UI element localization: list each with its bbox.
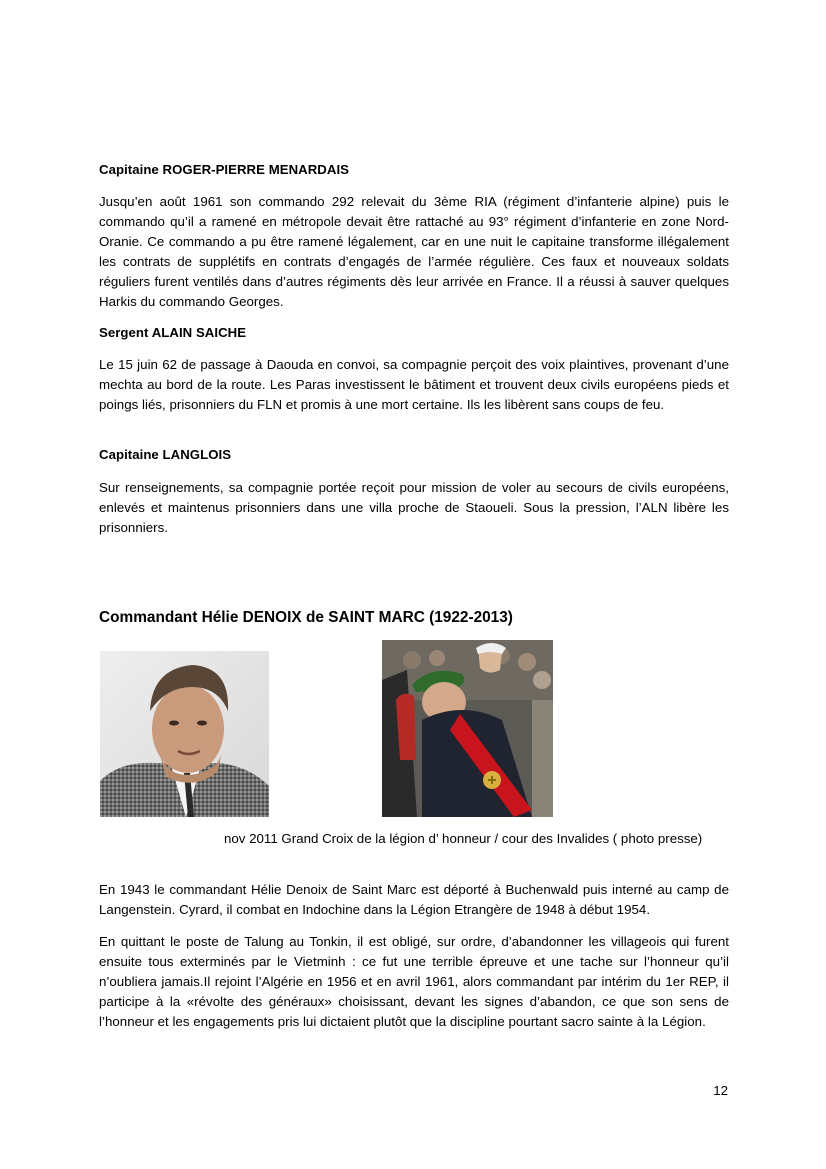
ceremony-photo [382,640,553,817]
feature-paragraph-2: En quittant le poste de Talung au Tonkin, il est obligé, sur ordre, d’abandonner les villageois qui furent ensuite tous exterminés par le Vietminh : ce fut une terrible épreuve et une tache sur l’honneur qu’il n’oubliera jamais.Il rejoint l’Algérie en 1956 et en avril 1961, alors commandant par intérim du 1er REP, il participe à la «révolte des généraux» choisissant, devant les signes d’abandon, ce que son sens de l’honneur et les engagements pris lui dictaient plutôt que la discipline pourtant sacro sainte à la Légion. [99,934,729,1029]
feature-title: Commandant Hélie DENOIX de SAINT MARC (1922-2013) [99,609,513,626]
feature-paragraph-1: En 1943 le commandant Hélie Denoix de Saint Marc est déporté à Buchenwald puis interné au camp de Langenstein. Cyrard, il combat en Indochine dans la Légion Etrangère de 1948 à début 1954. [99,882,729,917]
page-number: 12 [713,1083,728,1098]
section-heading-langlois: Capitaine LANGLOIS [99,447,232,462]
photo-caption: nov 2011 Grand Croix de la légion d’ honneur / cour des Invalides ( photo presse) [224,831,703,846]
portrait-photo [100,651,269,817]
section-paragraph-menardais: Jusqu’en août 1961 son commando 292 relevait du 3ème RIA (régiment d’infanterie alpine) puis le commando qu’il a ramené en métropole devait être rattaché au 93° régiment d’infanterie en zone Nord-Oranie. Ce commando a pu être ramené légalement, car en une nuit le capitaine transforme illégalement les contrats de supplétifs en contrats d’engagés de l’armée régulière. Ces faux et nouveaux soldats réguliers furent ventilés dans d’autres régiments dès leur arrivée en France. Il a réussi à sauver quelques Harkis du commando Georges. [99,194,729,309]
section-paragraph-langlois: Sur renseignements, sa compagnie portée reçoit pour mission de voler au secours de civils européens, enlevés et maintenus prisonniers dans une villa proche de Staoueli. Sous la pression, l’ALN libère les prisonniers. [99,480,729,535]
section-paragraph-saiche: Le 15 juin 62 de passage à Daouda en convoi, sa compagnie perçoit des voix plaintives, provenant d’une mechta au bord de la route. Les Paras investissent le bâtiment et trouvent deux civils européens pieds et poings liés, prisonniers du FLN et promis à une mort certaine. Ils les libèrent sans coups de feu. [99,357,729,412]
section-heading-saiche: Sergent ALAIN SAICHE [99,325,247,340]
section-heading-menardais: Capitaine ROGER-PIERRE MENARDAIS [99,162,350,177]
